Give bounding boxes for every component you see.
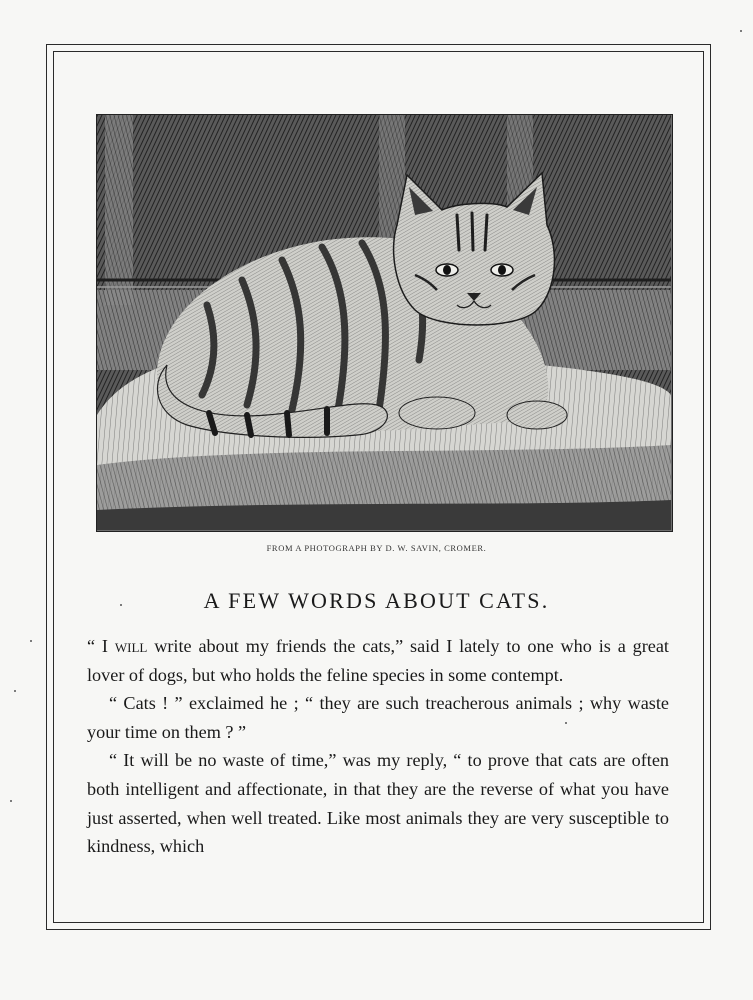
article-title: A FEW WORDS ABOUT CATS.: [203, 588, 550, 613]
paper-speck: [10, 800, 12, 802]
paragraph-2: “ Cats ! ” exclaimed he ; “ they are such treacherous animals ; why waste your time on them ? ”: [87, 693, 669, 742]
article-body: [87, 632, 669, 861]
paragraph-3: “ It will be no waste of time,” was my reply, “ to prove that cats are often both intelligent and affectionate, in that they are the reverse of what you have just asserted, when well treated. Like most animals they are very susceptible to kindness, which: [87, 750, 669, 857]
cat-engraving: [96, 114, 673, 532]
illustration-caption: FROM A PHOTOGRAPH BY D. W. SAVIN, CROMER.: [266, 543, 487, 553]
paragraph-1-rest: write about my friends the cats,” said I lately to one who is a great lover of dogs, but who holds the feline species in some contempt.: [87, 636, 669, 685]
paragraph-1: [87, 632, 669, 689]
paragraph-1-open: “ I: [87, 636, 115, 656]
paragraph-1-smallcaps: will: [114, 636, 148, 656]
paper-speck: [740, 30, 742, 32]
paper-speck: [14, 690, 16, 692]
paper-speck: [565, 722, 567, 724]
paper-speck: [30, 640, 32, 642]
paper-speck: [120, 604, 122, 606]
